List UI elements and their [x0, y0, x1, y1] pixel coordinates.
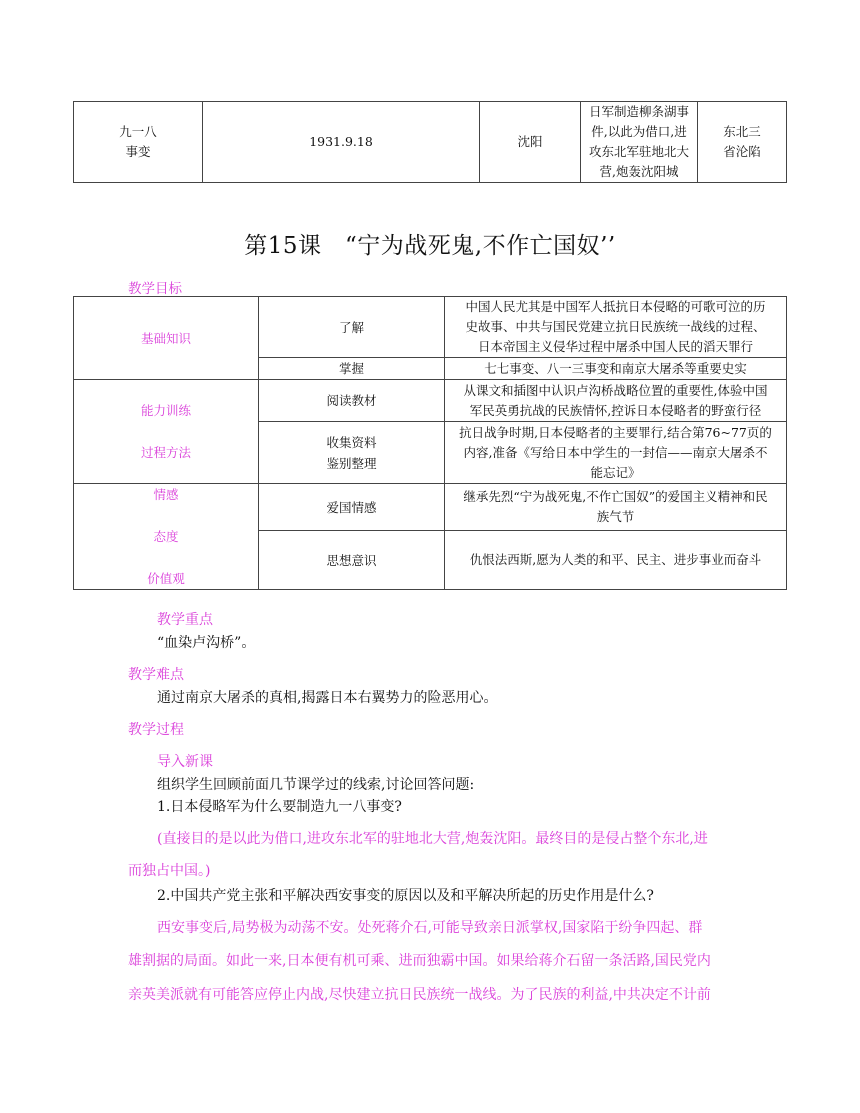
event-place-cell: 沈阳 [480, 102, 581, 183]
goal-sub-patriotism: 爱国情感 [259, 484, 445, 531]
answer-1-line: (直接目的是以此为借口,进攻东北军的驻地北大营,炮轰沈阳。最终目的是侵占整个东北,进 [157, 831, 708, 847]
table-row [74, 380, 787, 422]
goal-content: 仇恨法西斯,愿为人类的和平、民主、进步事业而奋斗 [445, 531, 787, 590]
lesson-title: 第15课 “宁为战死鬼,不作亡国奴’’ [244, 233, 616, 259]
goal-sub-read: 阅读教材 [259, 380, 445, 422]
event-result-cell: 东北三 省沦陷 [698, 102, 787, 183]
answer-1-line: 而独占中国。) [128, 863, 211, 879]
goal-content: 继承先烈“宁为战死鬼,不作亡国奴”的爱国主义精神和民 族气节 [445, 484, 787, 531]
table-row [74, 484, 787, 531]
category-basic-knowledge: 基础知识 [74, 297, 259, 380]
answer-2-line: 亲英美派就有可能答应停止内战,尽快建立抗日民族统一战线。为了民族的利益,中共决定不计前 [128, 987, 711, 1003]
goals-heading: 教学目标 [128, 281, 182, 297]
process-intro: 组织学生回顾前面几节课学过的线索,讨论回答问题: [157, 777, 475, 793]
question-2: 2.中国共产党主张和平解决西安事变的原因以及和平解决所起的历史作用是什么? [157, 888, 654, 904]
category-emotion-values: 情感 态度 价值观 [74, 484, 259, 590]
goal-sub-understand: 了解 [259, 297, 445, 358]
goal-content: 抗日战争时期,日本侵略者的主要罪行,结合第76~77页的 内容,准备《写给日本中学生的一封信——南京大屠杀不 能忘记》 [445, 422, 787, 484]
goal-sub-collect: 收集资料 鉴别整理 [259, 422, 445, 484]
difficulty-heading: 教学难点 [128, 667, 184, 683]
focus-text: “血染卢沟桥”。 [157, 635, 256, 651]
answer-2-line: 雄割据的局面。如此一来,日本便有机可乘、进而独霸中国。如果给蒋介石留一条活路,国民党内 [128, 953, 711, 969]
question-1: 1.日本侵略军为什么要制造九一八事变? [157, 799, 402, 815]
process-subheading: 导入新课 [157, 754, 213, 770]
table-row [74, 102, 787, 183]
goal-content: 从课文和插图中认识卢沟桥战略位置的重要性,体验中国 军民英勇抗战的民族情怀,控诉日本侵略者的野蛮行径 [445, 380, 787, 422]
goal-sub-master: 掌握 [259, 358, 445, 380]
event-date-cell: 1931.9.18 [203, 102, 480, 183]
answer-2-line: 西安事变后,局势极为动荡不安。处死蒋介石,可能导致亲日派掌权,国家陷于纷争四起、群 [157, 920, 703, 936]
event-table [73, 101, 787, 183]
goal-sub-ideology: 思想意识 [259, 531, 445, 590]
table-row [74, 297, 787, 358]
goal-content: 中国人民尤其是中国军人抵抗日本侵略的可歌可泣的历 史故事、中共与国民党建立抗日民族统一战线的过程、 日本帝国主义侵华过程中屠杀中国人民的滔天罪行 [445, 297, 787, 358]
process-heading: 教学过程 [128, 722, 184, 738]
difficulty-text: 通过南京大屠杀的真相,揭露日本右翼势力的险恶用心。 [157, 690, 498, 706]
event-name-cell: 九一八 事变 [74, 102, 203, 183]
category-ability-process: 能力训练 过程方法 [74, 380, 259, 484]
goals-table [73, 296, 787, 590]
focus-heading: 教学重点 [157, 612, 213, 628]
event-process-cell: 日军制造柳条湖事 件,以此为借口,进 攻东北军驻地北大 营,炮轰沈阳城 [581, 102, 698, 183]
goal-content: 七七事变、八一三事变和南京大屠杀等重要史实 [445, 358, 787, 380]
